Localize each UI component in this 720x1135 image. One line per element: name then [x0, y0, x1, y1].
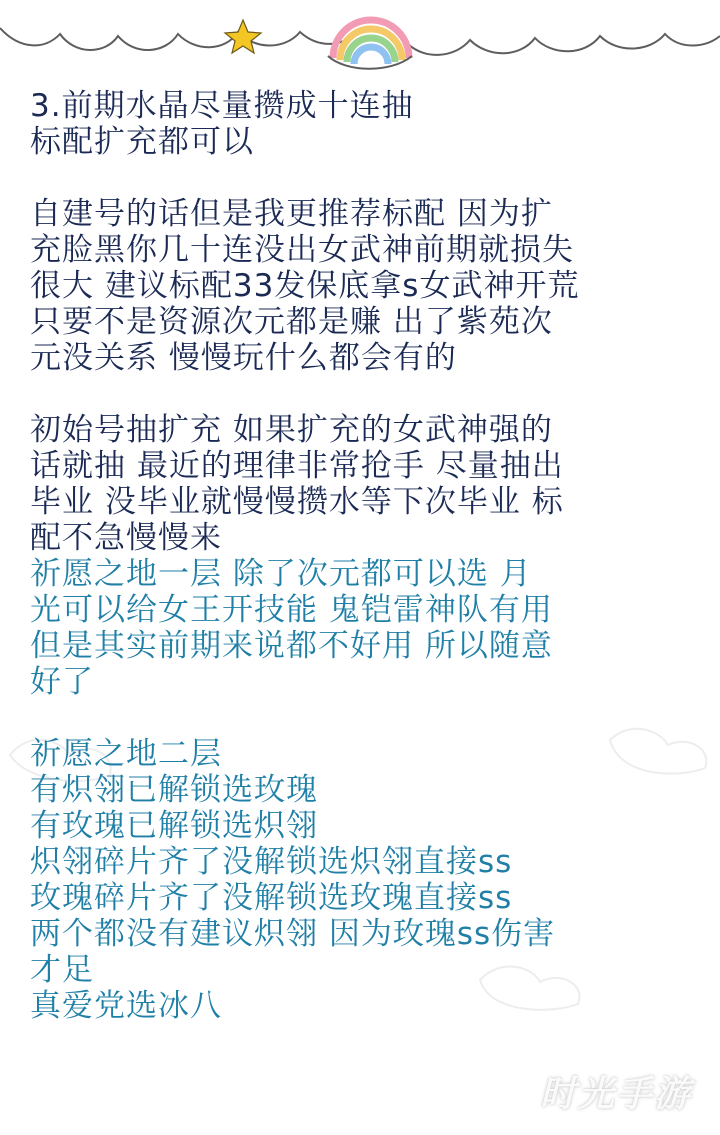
cloud-header-decoration: [0, 0, 720, 90]
text-line: 好了: [30, 664, 94, 700]
text-line: 只要不是资源次元都是赚 出了紫苑次: [30, 304, 553, 340]
text-line: 自建号的话但是我更推荐标配 因为扩: [30, 196, 553, 232]
text-line: 真爱党选冰八: [30, 988, 222, 1024]
text-line: 炽翎碎片齐了没解锁选炽翎直接ss: [30, 844, 513, 880]
star-icon: [225, 20, 261, 53]
guide-section-teal: [30, 556, 695, 1024]
text-line: 两个都没有建议炽翎 因为玫瑰ss伤害: [30, 916, 556, 952]
text-line: 光可以给女王开技能 鬼铠雷神队有用: [30, 592, 553, 628]
text-line: 很大 建议标配33发保底拿s女武神开荒: [30, 268, 580, 304]
text-line: 有玫瑰已解锁选炽翎: [30, 808, 318, 844]
guide-section-navy: [30, 88, 695, 556]
paragraph-gap: [30, 160, 695, 196]
text-line: 标配扩充都可以: [30, 124, 254, 160]
text-line: 充脸黑你几十连没出女武神前期就损失: [30, 232, 574, 268]
text-line: 祈愿之地一层 除了次元都可以选 月: [30, 556, 532, 592]
paragraph-gap: [30, 700, 695, 736]
text-line: 元没关系 慢慢玩什么都会有的: [30, 340, 457, 376]
text-line: 初始号抽扩充 如果扩充的女武神强的: [30, 412, 553, 448]
paragraph-gap: [30, 376, 695, 412]
text-line: 有炽翎已解锁选玫瑰: [30, 772, 318, 808]
text-line: 但是其实前期来说都不好用 所以随意: [30, 628, 553, 664]
article-content: [30, 88, 695, 1024]
watermark-logo: 时光手游: [539, 1074, 692, 1115]
cloud-outline: [0, 28, 352, 50]
text-line: 祈愿之地二层: [30, 736, 222, 772]
text-line: 3.前期水晶尽量攒成十连抽: [30, 88, 414, 124]
rainbow-icon: [328, 20, 412, 69]
text-line: 配不急慢慢来: [30, 520, 222, 556]
text-line: 玫瑰碎片齐了没解锁选玫瑰直接ss: [30, 880, 513, 916]
text-line: 话就抽 最近的理律非常抢手 尽量抽出: [30, 448, 564, 484]
text-line: 才足: [30, 952, 94, 988]
text-line: 毕业 没毕业就慢慢攒水等下次毕业 标: [30, 484, 564, 520]
